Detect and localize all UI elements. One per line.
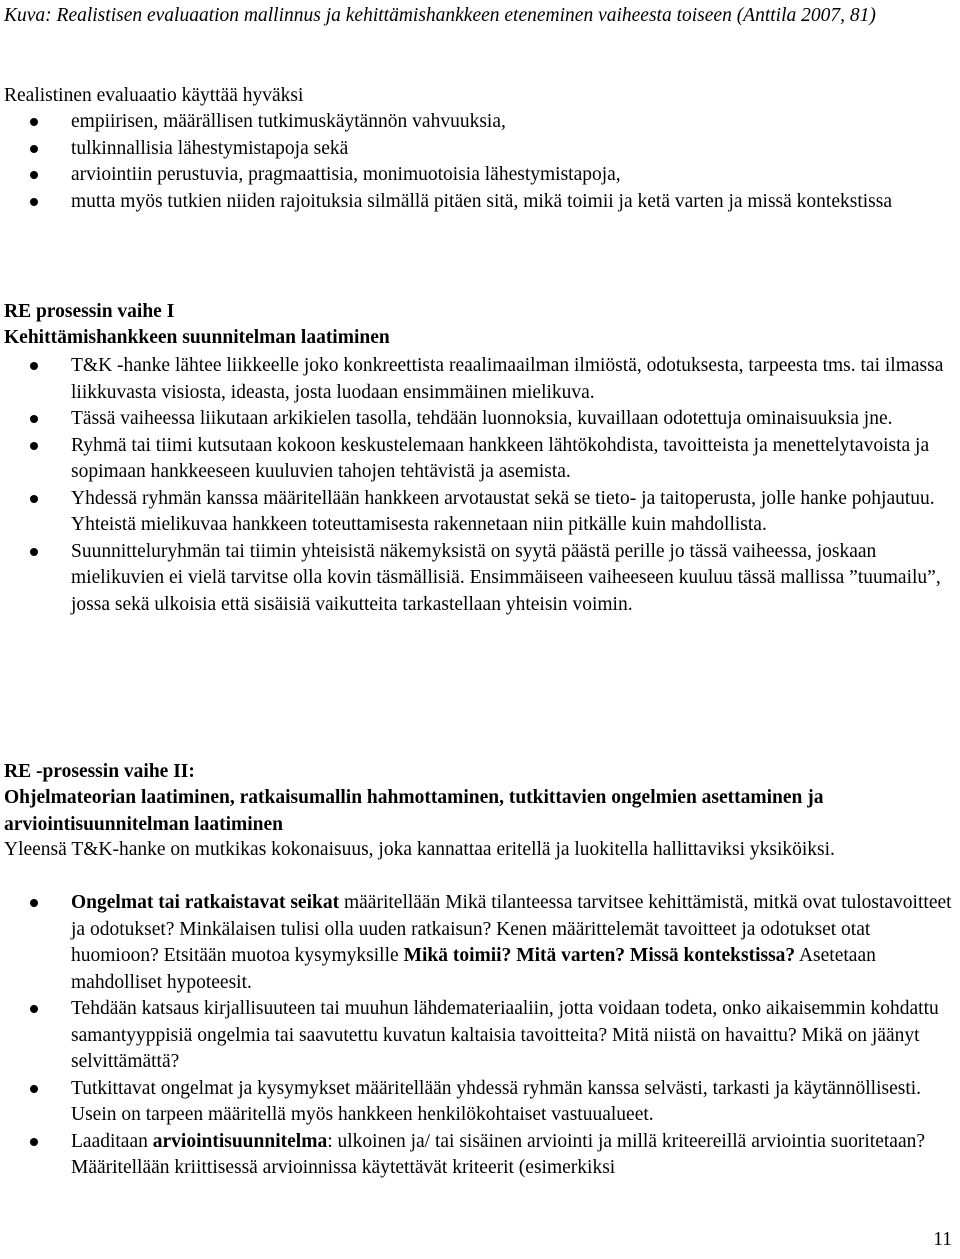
list-item: Laaditaan arviointisuunnitelma: ulkoinen ja/ tai sisäinen arviointi ja millä kriteereillä arviointia suoritetaan? Määritellään kriittisessä arvioinnissa käytettävät kriteerit (esimerkiksi	[0, 1129, 956, 1182]
list-item: arviointiin perustuvia, pragmaattisia, monimuotoisia lähestymistapoja,	[0, 162, 956, 189]
bullet-icon	[30, 171, 38, 179]
list-item: Yhdessä ryhmän kanssa määritellään hankkeen arvotaustat sekä se tieto- ja taitoperusta, jolle hanke pohjautuu. Yhteistä mielikuvaa hankkeen toteuttamisesta rakennetaan niin pitkälle kuin mahdollista.	[0, 486, 956, 539]
bullet-icon	[30, 1005, 38, 1013]
bullet-icon	[30, 1138, 38, 1146]
intro-lead: Realistinen evaluaatio käyttää hyväksi	[4, 85, 304, 106]
bullet-icon	[30, 145, 38, 153]
page-number: 11	[933, 1228, 952, 1250]
bullet-icon	[30, 548, 38, 556]
list-item: Tässä vaiheessa liikutaan arkikielen tasolla, tehdään luonnoksia, kuvaillaan odotettuja ominaisuuksia jne.	[0, 406, 956, 433]
list-item: Ongelmat tai ratkaistavat seikat määritellään Mikä tilanteessa tarvitsee kehittämistä, mitkä ovat tulostavoitteet ja odotukset? Minkälaisen tulisi olla uuden ratkaisun? Kenen määrittelemät tavoitteet ja odotukset otat huomioon? Etsitään muotoa kysymyksille Mikä toimii? Mitä varten? Missä kontekstissa? Asetetaan mahdolliset hypoteesit.	[0, 890, 956, 996]
phase2-list	[0, 890, 956, 1182]
list-item: tulkinnallisia lähestymistapoja sekä	[0, 136, 956, 163]
list-item: T&K -hanke lähtee liikkeelle joko konkreettista reaalimaailman ilmiöstä, odotuksesta, tarpeesta tms. tai ilmassa liikkuvasta visiosta, ideasta, josta luodaan ensimmäinen mielikuva.	[0, 353, 956, 406]
phase1-subheading: Kehittämishankkeen suunnitelman laatiminen	[4, 327, 390, 348]
bullet-icon	[30, 118, 38, 126]
list-item: Tutkittavat ongelmat ja kysymykset määritellään yhdessä ryhmän kanssa selvästi, tarkasti ja käytännöllisesti. Usein on tarpeen määritellä myös hankkeen henkilökohtaiset vastuualueet.	[0, 1076, 956, 1129]
bullet-icon	[30, 415, 38, 423]
phase2-heading: RE -prosessin vaihe II:	[4, 761, 195, 782]
bullet-icon	[30, 442, 38, 450]
figure-caption: Kuva: Realistisen evaluaation mallinnus ja kehittämishankkeen eteneminen vaiheesta toiseen (Anttila 2007, 81)	[4, 5, 876, 26]
list-item: Ryhmä tai tiimi kutsutaan kokoon keskustelemaan hankkeen lähtökohdista, tavoitteista ja menettelytavoista ja sopimaan hankkeeseen kuuluvien tahojen tehtävistä ja asemista.	[0, 433, 956, 486]
list-item: mutta myös tutkien niiden rajoituksia silmällä pitäen sitä, mikä toimii ja ketä varten ja missä kontekstissa	[0, 189, 956, 216]
phase2-intro: Yleensä T&K-hanke on mutkikas kokonaisuus, joka kannattaa eritellä ja luokitella hallittaviksi yksiköiksi.	[4, 839, 835, 860]
phase1-heading: RE prosessin vaihe I	[4, 301, 175, 322]
bullet-icon	[30, 1085, 38, 1093]
phase2-subheading: Ohjelmateorian laatiminen, ratkaisumallin hahmottaminen, tutkittavien ongelmien asettaminen ja arviointisuunnitelman laatiminen	[4, 787, 824, 835]
bullet-icon	[30, 362, 38, 370]
list-item: empiirisen, määrällisen tutkimuskäytännön vahvuuksia,	[0, 109, 956, 136]
list-item: Suunnitteluryhmän tai tiimin yhteisistä näkemyksistä on syytä päästä perille jo tässä vaiheessa, joskaan mielikuvien ei vielä tarvitse olla kovin täsmällisiä. Ensimmäiseen vaiheeseen kuuluu tässä mallissa ”tuumailu”, jossa sekä ulkoisia että sisäisiä vaikutteita tarkastellaan yhteisin voimin.	[0, 539, 956, 619]
bullet-icon	[30, 198, 38, 206]
list-item: Tehdään katsaus kirjallisuuteen tai muuhun lähdemateriaaliin, jotta voidaan todeta, onko aikaisemmin kohdattu samantyyppisiä ongelmia tai saavutettu kuvatun kaltaisia tavoitteita? Mitä niistä on havaittu? Mikä on jäänyt selvittämättä?	[0, 996, 956, 1076]
bullet-icon	[30, 495, 38, 503]
bullet-icon	[30, 899, 38, 907]
intro-list	[0, 109, 956, 215]
phase1-list	[0, 353, 956, 618]
